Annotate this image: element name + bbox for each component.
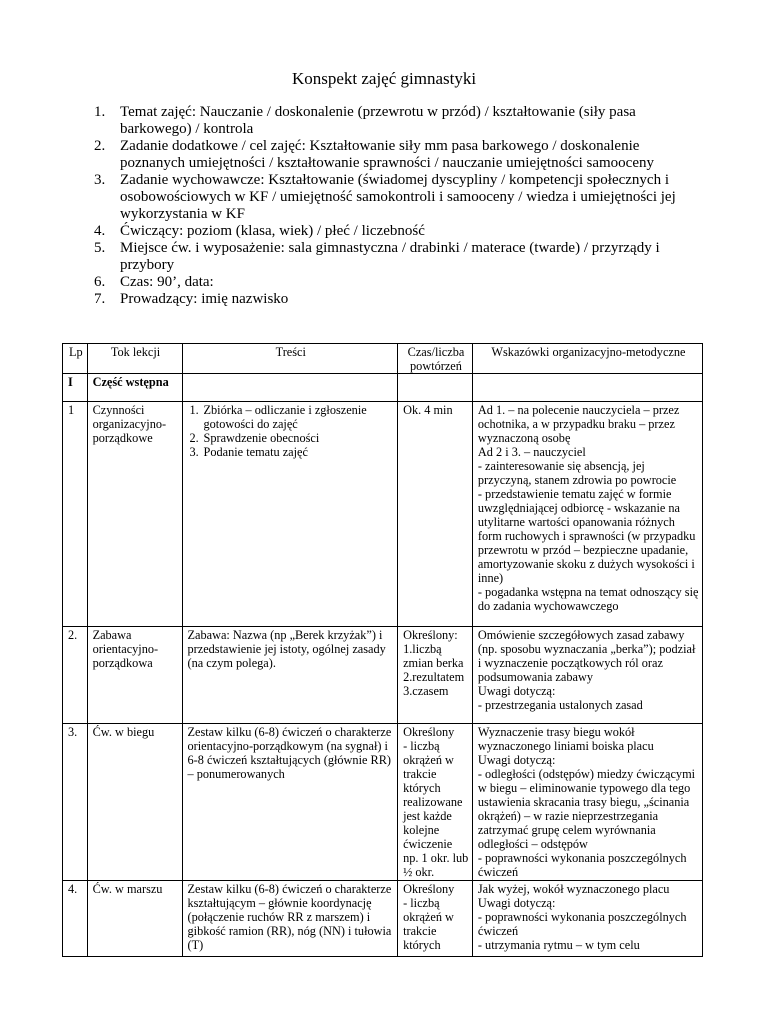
lesson-info-item: 1. Temat zajęć: Nauczanie / doskonalenie (przewrotu w przód) / kształtowanie (siły pasa barkowego) / kontrola [94, 104, 636, 137]
tresci-list [188, 403, 395, 459]
section-row [63, 374, 703, 402]
lesson-info-item: 2. Zadanie dodatkowe / cel zajęć: Kształtowanie siły mm pasa barkowego / doskonalenie poznanych umiejętności / kształtowanie sprawności / nauczanie umiejętności samooceny [94, 138, 654, 171]
row-wskazowki: Omówienie szczegółowych zasad zabawy (np. sposobu wyznaczania „berka”); podział i wyznaczenie początkowych ról oraz podsumowania zabawy Uwagi dotyczą: - przestrzegania ustalonych zasad [472, 627, 702, 724]
row-czas: Określony - liczbą okrążeń w trakcie których [398, 881, 473, 957]
section-title: Część wstępna [87, 374, 182, 402]
list-item: 1. Zbiórka – odliczanie i zgłoszenie gotowości do zajęć [189, 403, 367, 431]
row-wskazowki: Ad 1. – na polecenie nauczyciela – przez ochotnika, a w przypadku braku – przez wyznaczoną osobę Ad 2 i 3. – nauczyciel - zainteresowanie się absencją, jej przyczyną, stanem zdrowia po powrocie - przedstawienie tematu zajęć w formie uwzględniającej odbiorcę - wskazanie na utylitarne wartości opanowania różnych form ruchowych i sprawności (w przypadku przewrotu w przód – bezpieczne upadanie, amortyzowanie skoku z dużych wysokości i inne) - pogadanka wstępna na temat odnoszący się do zadania wychowawczego [472, 402, 702, 627]
row-czas: Określony: 1.liczbą zmian berka 2.rezultatem 3.czasem [398, 627, 473, 724]
table-row [63, 724, 703, 881]
row-lp: 3. [63, 724, 88, 881]
table-header-row [63, 344, 703, 374]
document-title: Konspekt zajęć gimnastyki [291, 69, 477, 88]
row-tresci: Zestaw kilku (6-8) ćwiczeń o charakterze kształtującym – głównie koordynację (połączenie ruchów RR z marszem) i gibkość ramion (RR), nóg (NN) i tułowia (T) [182, 881, 398, 957]
lesson-info-item: 4. Ćwiczący: poziom (klasa, wiek) / płeć / liczebność [94, 223, 425, 239]
list-item: 3. Podanie tematu zajęć [189, 445, 308, 459]
header-tok-lekcji: Tok lekcji [87, 344, 182, 374]
row-wskazowki: Wyznaczenie trasy biegu wokół wyznaczonego liniami boiska placu Uwagi dotyczą: - odległości (odstępów) miedzy ćwiczącymi w biegu – eliminowanie typowego dla tego ustawienia skracania trasy biegu, „ścinania okrążeń) – w razie nieprzestrzegania zatrzymać grupę celem wyrównania odległości – odstępów - poprawności wykonania poszczególnych ćwiczeń [472, 724, 702, 881]
table-row [63, 627, 703, 724]
lesson-info-item: 7. Prowadzący: imię nazwisko [94, 291, 289, 307]
row-tresci: Zabawa: Nazwa (np „Berek krzyżak”) i przedstawienie jej istoty, ogólnej zasady (na czym polega). [182, 627, 398, 724]
row-tok: Czynności organizacyjno-porządkowe [87, 402, 182, 627]
row-tok: Ćw. w biegu [87, 724, 182, 881]
lesson-info-item: 5. Miejsce ćw. i wyposażenie: sala gimnastyczna / drabinki / materace (twarde) / przyrządy i przybory [94, 240, 660, 273]
row-tok: Ćw. w marszu [87, 881, 182, 957]
row-tresci: Zestaw kilku (6-8) ćwiczeń o charakterze orientacyjno-porządkowym (na sygnał) i 6-8 ćwiczeń kształtujących (głównie RR) – ponumerowanych [182, 724, 398, 881]
header-tresci: Treści [182, 344, 398, 374]
row-lp: 1 [63, 402, 88, 627]
lesson-info-item: 6. Czas: 90’, data: [94, 274, 214, 290]
section-number: I [63, 374, 88, 402]
header-lp: Lp [63, 344, 88, 374]
row-tok: Zabawa orientacyjno-porządkowa [87, 627, 182, 724]
table-row [63, 881, 703, 957]
row-lp: 4. [63, 881, 88, 957]
table-row [63, 402, 703, 627]
row-czas: Określony - liczbą okrążeń w trakcie których realizowane jest każde kolejne ćwiczenie np. 1 okr. lub ½ okr. [398, 724, 473, 881]
row-tresci [182, 402, 398, 627]
lesson-plan-table [62, 343, 703, 957]
row-czas: Ok. 4 min [398, 402, 473, 627]
lesson-info-list [94, 104, 694, 308]
header-wskazowki: Wskazówki organizacyjno-metodyczne [472, 344, 702, 374]
row-lp: 2. [63, 627, 88, 724]
lesson-info-item: 3. Zadanie wychowawcze: Kształtowanie (świadomej dyscypliny / kompetencji społecznych i osobowościowych w KF / umiejętność samokontroli i samooceny / wiedza i umiejętności jej wykorzystania w KF [94, 172, 676, 222]
row-wskazowki: Jak wyżej, wokół wyznaczonego placu Uwagi dotyczą: - poprawności wykonania poszczególnych ćwiczeń - utrzymania rytmu – w tym celu [472, 881, 702, 957]
header-czas: Czas/liczba powtórzeń [398, 344, 473, 374]
list-item: 2. Sprawdzenie obecności [189, 431, 320, 445]
